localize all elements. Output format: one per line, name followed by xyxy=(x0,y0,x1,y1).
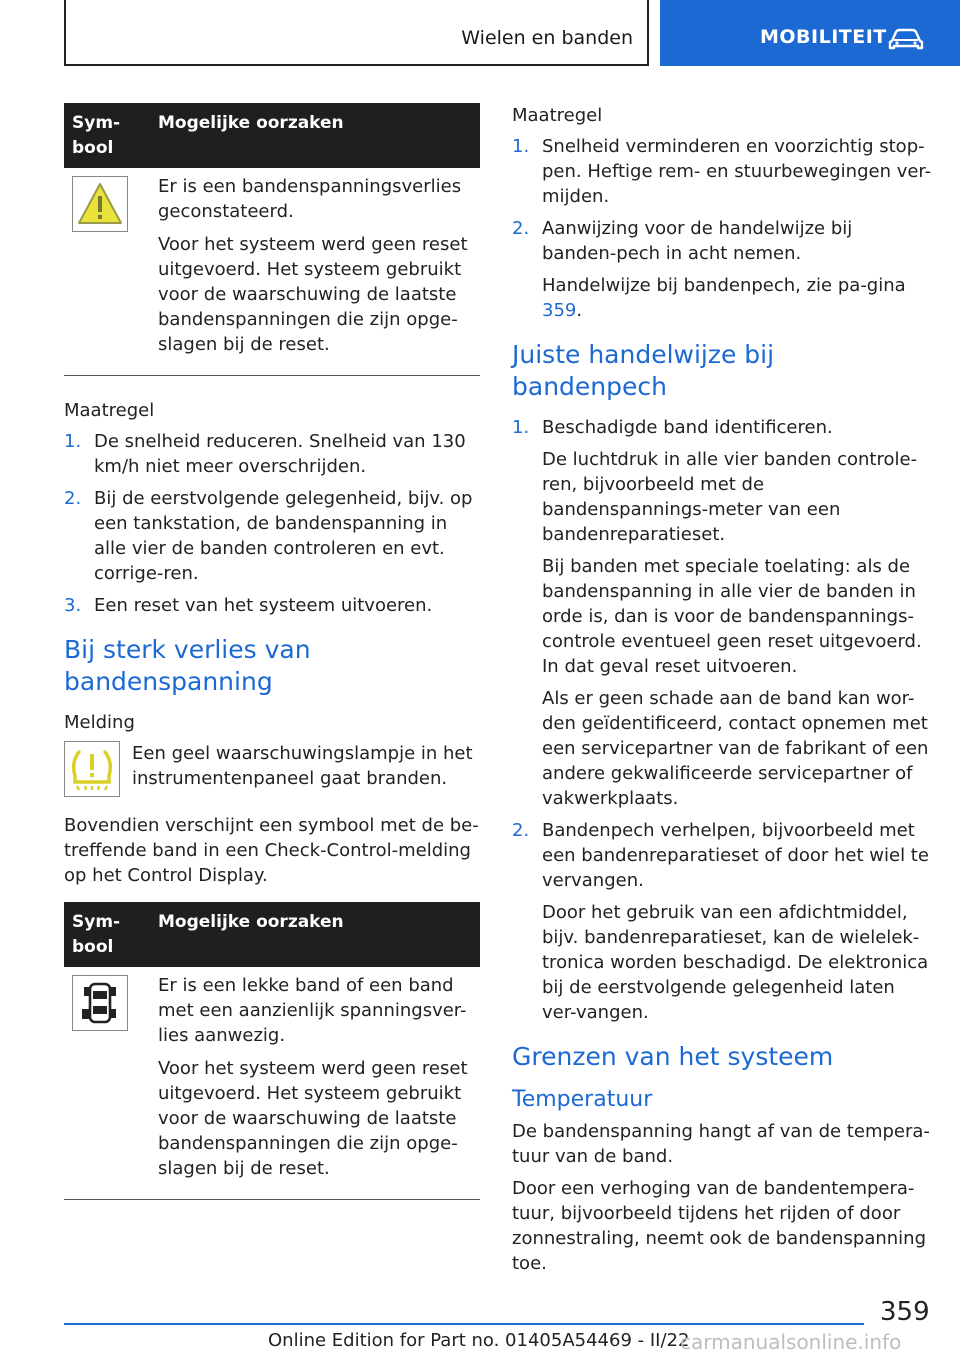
table2-header xyxy=(64,902,480,967)
left-column xyxy=(64,103,480,1200)
list-item: 2. Bij de eerstvolgende gelegenheid, bijv. op een tankstation, de bandenspanning in alle vier de banden controleren en evt. corrige-ren. xyxy=(64,488,473,584)
list-item: 2. Bandenpech verhelpen, bijvoorbeeld met een bandenreparatieset of door het wiel te vervangen. Door het gebruik van een afdichtmiddel, bijv. bandenreparatieset, kan de wielelek-tronica worden beschadigd. De elektronica bij de eerstvolgende gelegenheid laten ver-vangen. xyxy=(512,820,929,1023)
table1-header xyxy=(64,103,480,168)
footer-divider xyxy=(64,1323,864,1325)
car-icon xyxy=(888,27,924,51)
tire-pressure-warning-lamp-icon xyxy=(64,741,120,797)
list-item: 1. De snelheid reduceren. Snelheid van 130 km/h niet meer overschrijden. xyxy=(64,431,466,477)
section-pech-title: Juiste handelwijze bij bandenpech xyxy=(512,340,775,401)
section-limits-title: Grenzen van het systeem xyxy=(512,1042,834,1071)
temperature-subtitle: Temperatuur xyxy=(512,1087,653,1112)
list-item: 3. Een reset van het systeem uitvoeren. xyxy=(64,595,433,616)
measure1-title: Maatregel xyxy=(64,400,155,421)
measure1-list xyxy=(64,429,480,618)
melding-text: Een geel waarschuwingslampje in het instrumentenpaneel gaat branden. xyxy=(132,743,473,789)
section-strong-title: Bij sterk verlies van bandenspanning xyxy=(64,635,311,696)
table1-cause-text-2: Voor het systeem werd geen reset uitgevoerd. Het systeem gebruikt voor de waarschuwing de laatste bandenspanningen die zijn opge-slagen bij de reset. xyxy=(158,234,468,355)
table1-col-cause: Mogelijke oorzaken xyxy=(158,113,344,133)
table2-col-cause: Mogelijke oorzaken xyxy=(158,912,344,932)
limits-para-2: Door een verhoging van de bandentempera-tuur, bijvoorbeeld tijdens het rijden of door zonnestraling, neemt ook de bandenspanning toe. xyxy=(512,1178,927,1274)
pech-list xyxy=(512,415,932,1025)
header-chapter-title: MOBILITEIT xyxy=(760,26,887,48)
header-section-box xyxy=(64,0,649,66)
table2-col-symbol: Sym- bool xyxy=(72,912,121,957)
header-chapter-tab[interactable] xyxy=(660,0,960,66)
header-section-title: Wielen en banden xyxy=(461,27,633,49)
melding-label: Melding xyxy=(64,712,135,733)
page-link-359[interactable]: 359 xyxy=(542,300,577,321)
table1-cause-text-1: Er is een bandenspanningsverlies geconstateerd. xyxy=(158,176,462,222)
tire-pressure-warning-triangle-icon xyxy=(72,176,128,232)
car-flat-tire-icon xyxy=(72,975,128,1031)
watermark: carmanualsonline.info xyxy=(680,1330,902,1354)
table1-col-symbol: Sym- bool xyxy=(72,113,121,158)
section-strong-para: Bovendien verschijnt een symbool met de be-treffende band in een Check-Control-melding op het Control Display. xyxy=(64,815,479,886)
table2-cause-text-2: Voor het systeem werd geen reset uitgevoerd. Het systeem gebruikt voor de waarschuwing de laatste bandenspanningen die zijn opge-slagen bij de reset. xyxy=(158,1058,468,1179)
list-item: 1. Beschadigde band identificeren. De luchtdruk in alle vier banden controle-ren, bijvoorbeeld met de bandenspannings-meter van een bandenreparatieset. Bij banden met speciale toelating: als de bandenspanning in alle vier de banden in orde is, dan is voor de bandenspannings-controle eventueel geen reset uitgevoerd. In dat geval reset uitvoeren. Als er geen schade aan de band kan wor-den geïdentificeerd, contact opnemen met een servicepartner van de fabrikant of een andere gekwalificeerde servicepartner of vakwerkplaats. xyxy=(512,417,929,809)
list-item: 1. Snelheid verminderen en voorzichtig stop-pen. Heftige rem- en stuurbewegingen ver-mijden. xyxy=(512,136,932,207)
right-column xyxy=(512,103,932,1283)
table2-row xyxy=(64,967,480,1200)
measure2-list xyxy=(512,134,932,323)
page-number: 359 xyxy=(880,1297,930,1327)
edition-text: Online Edition for Part no. 01405A54469 - II/22 xyxy=(268,1330,690,1351)
table1-row xyxy=(64,168,480,376)
melding-row xyxy=(64,741,480,801)
limits-para-1: De bandenspanning hangt af van de tempera-tuur van de band. xyxy=(512,1121,930,1167)
measure2-title: Maatregel xyxy=(512,105,603,126)
list-item: 2. Aanwijzing voor de handelwijze bij banden-pech in acht nemen. Handelwijze bij bandenpech, zie pa-gina 359. xyxy=(512,218,906,321)
table2-cause-text-1: Er is een lekke band of een band met een aanzienlijk spanningsver-lies aanwezig. xyxy=(158,975,467,1046)
